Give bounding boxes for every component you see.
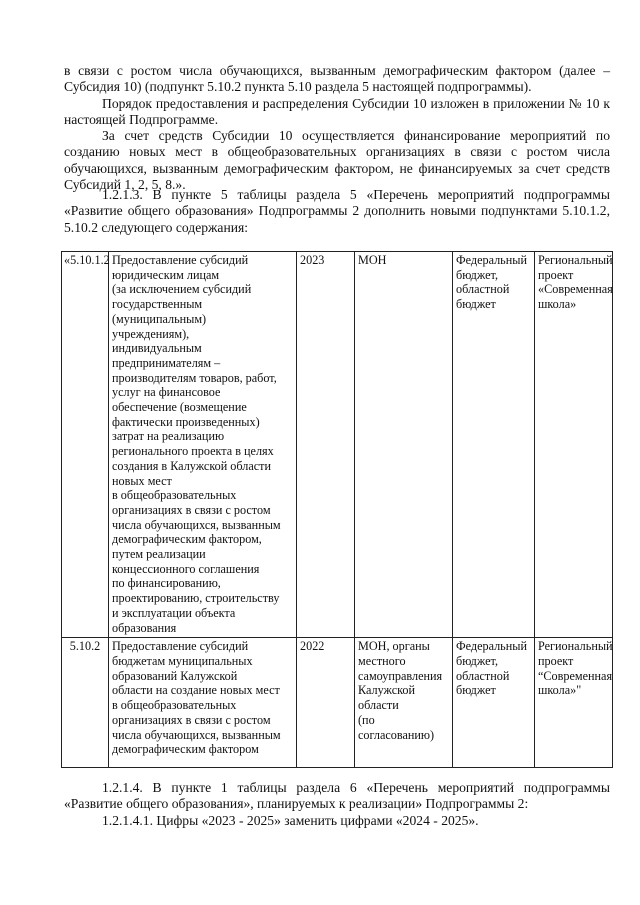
cell-line: 2023 [300,253,325,267]
cell-executor [355,638,453,768]
cell-line: демографическим фактором, [112,532,262,547]
cell-line: демографическим фактором [112,742,259,757]
cell-line: образования [112,620,177,635]
cell-line: регионального проекта в целях [112,444,274,459]
cell-line: области [358,698,399,713]
table-row [62,252,613,638]
cell-line: бюджет [456,297,496,312]
paragraph-order: Порядок предоставления и распределения Субсидии 10 изложен в приложении № 10 к настоящей Подпрограмме. [64,96,610,128]
cell-year [297,638,355,768]
cell-line: организациях в связи с ростом [112,502,271,517]
cell-line: Предоставление субсидий [112,639,249,654]
table-row [62,638,613,768]
cell-funding-source [453,638,535,768]
cell-line: организациях в связи с ростом [112,712,271,727]
cell-line: создания в Калужской области [112,458,272,473]
cell-line: “Современная [538,668,613,683]
cell-project [535,252,613,638]
cell-line: проект [538,653,574,668]
cell-line: (по [358,712,375,727]
cell-line: 5.10.2 [69,639,101,654]
cell-line: Калужской [358,683,416,698]
cell-line: МОН, органы [358,639,430,654]
cell-line: школа» [538,297,577,312]
cell-line: (муниципальным) [112,311,207,326]
cell-line: услуг на финансовое [112,385,221,400]
cell-line: Предоставление субсидий [112,253,249,267]
cell-description [109,638,297,768]
cell-line: обеспечение (возмещение [112,400,247,415]
paragraph-amend-table-5: 1.2.1.3. В пункте 5 таблицы раздела 5 «Перечень мероприятий подпрограммы «Развитие общего образования» Подпрограммы 2 дополнить новыми подпунктами 5.10.1.2, 5.10.2 следующего содержания: [64,187,610,235]
cell-line: Региональный [538,639,613,654]
cell-item-number [62,638,109,768]
cell-line: самоуправления [358,668,443,683]
paragraph-amend-table-6: 1.2.1.4. В пункте 1 таблицы раздела 6 «Перечень мероприятий подпрограммы «Развитие общего образования», планируемых к реализации» Подпрограммы 2: [64,780,610,812]
cell-line: согласованию) [358,727,435,742]
cell-line: учреждениям), [112,326,190,341]
cell-line: (за исключением субсидий [112,282,252,297]
cell-line: в общеобразовательных [112,488,237,503]
paragraph-replace-years: 1.2.1.4.1. Цифры «2023 - 2025» заменить цифрами «2024 - 2025». [102,813,479,828]
cell-line: и эксплуатации объекта [112,605,236,620]
cell-line: юридическим лицам [112,267,220,282]
cell-line: числа обучающихся, вызванным [112,517,281,532]
paragraph-financing: За счет средств Субсидии 10 осуществляется финансирование мероприятий по созданию новых мест в общеобразовательных организациях в связи с ростом числа обучающихся, вызванным демографическим фактором, не финансируемых за счет средств Субсидий 1, 2, 5, 8.». [64,128,610,192]
cell-line: областной [456,668,510,683]
cell-line: числа обучающихся, вызванным [112,727,281,742]
cell-line: Федеральный [456,639,527,654]
cell-line: бюджет, [456,653,499,668]
cell-line: Федеральный [456,253,527,267]
cell-line: путем реализации [112,547,206,562]
cell-line: проектированию, строительству [112,591,280,606]
cell-line: по финансированию, [112,576,221,591]
cell-line: местного [358,653,406,668]
cell-project [535,638,613,768]
cell-line: государственным [112,297,203,312]
cell-line: бюджет [456,683,496,698]
cell-line: «Современная [538,282,613,297]
intro-paragraph: в связи с ростом числа обучающихся, вызванным демографическим фактором (далее – Субсидия 10) (подпункт 5.10.2 пункта 5.10 раздела 5 настоящей подпрограммы). [64,63,610,95]
cell-line: фактически произведенных) [112,414,260,429]
cell-line: производителям товаров, работ, [112,370,277,385]
cell-line: «5.10.1.2 [64,253,110,267]
cell-line: образований Калужской [112,668,238,683]
cell-line: бюджет, [456,267,499,282]
cell-line: областной [456,282,510,297]
cell-executor [355,252,453,638]
cell-description [109,252,297,638]
cell-line: области на создание новых мест [112,683,280,698]
cell-line: новых мест [112,473,172,488]
cell-line: в общеобразовательных [112,698,237,713]
cell-line: МОН [358,253,387,267]
cell-line: концессионного соглашения [112,561,260,576]
cell-line: предпринимателям – [112,355,221,370]
cell-funding-source [453,252,535,638]
cell-line: бюджетам муниципальных [112,653,253,668]
cell-item-number [62,252,109,638]
cell-line: школа»" [538,683,582,698]
measures-table [61,251,613,768]
cell-line: 2022 [300,639,325,654]
cell-line: проект [538,267,574,282]
cell-line: индивидуальным [112,341,202,356]
cell-line: Региональный [538,253,613,267]
cell-line: затрат на реализацию [112,429,225,444]
cell-year [297,252,355,638]
